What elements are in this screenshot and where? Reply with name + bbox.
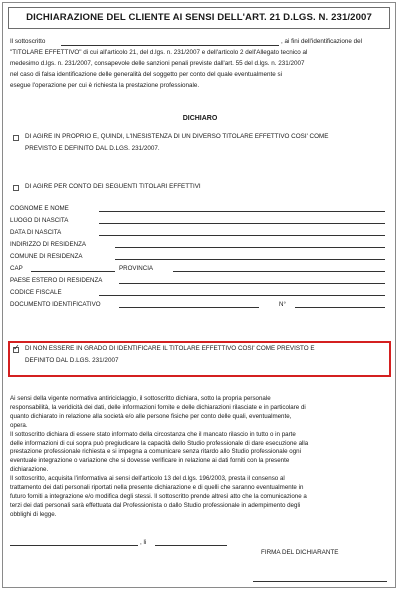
provincia-label: PROVINCIA bbox=[119, 265, 154, 272]
option-proprio-line-1: DI AGIRE IN PROPRIO E, QUINDI, L'INESISTENZA DI UN DIVERSO TITOLARE EFFETTIVO COSI' COME bbox=[25, 133, 329, 140]
date-field[interactable] bbox=[155, 545, 227, 546]
intro-line-1a: Il sottoscritto bbox=[10, 38, 46, 45]
data-label: DATA DI NASCITA bbox=[10, 229, 62, 236]
body-line-6: delle informazioni di cui sopra può pregiudicare la capacità dello Studio professionale di dare esecuzione alla bbox=[10, 439, 309, 447]
documento-field[interactable] bbox=[119, 307, 259, 308]
provincia-field[interactable] bbox=[173, 271, 385, 272]
body-line-4: opera. bbox=[10, 421, 28, 429]
intro-line-5: esegue l'operazione per cui è richiesta la prestazione professionale. bbox=[10, 82, 200, 89]
checkmark-icon: ✓ bbox=[13, 343, 20, 352]
body-line-3: quanto dichiarato in relazione alla società e/o alle persone fisiche per conto delle quali, eventualmente, bbox=[10, 412, 292, 420]
codice-label: CODICE FISCALE bbox=[10, 289, 62, 296]
intro-line-3: medesimo d.lgs. n. 231/2007, consapevole delle sanzioni penali previste dall'art. 55 del d.lgs. n. 231/2007 bbox=[10, 60, 305, 67]
luogo-field[interactable] bbox=[99, 223, 385, 224]
numero-field[interactable] bbox=[295, 307, 385, 308]
data-field[interactable] bbox=[99, 235, 385, 236]
cap-label: CAP bbox=[10, 265, 23, 272]
cap-field[interactable] bbox=[31, 271, 115, 272]
paese-label: PAESE ESTERO DI RESIDENZA bbox=[10, 277, 103, 284]
body-line-8: eventuale integrazione o variazione che si dovesse verificare in relazione ai dati forniti con la presente bbox=[10, 457, 290, 465]
codice-field[interactable] bbox=[99, 295, 385, 296]
body-line-13: terzi dei dati personali sarà effettuata dal Professionista o dallo Studio professionale in adempimento degli bbox=[10, 501, 301, 509]
luogo-label: LUOGO DI NASCITA bbox=[10, 217, 69, 224]
li-label: , li bbox=[140, 539, 147, 546]
signature-field[interactable] bbox=[253, 581, 387, 582]
numero-label: N° bbox=[279, 301, 286, 308]
comune-field[interactable] bbox=[115, 259, 385, 260]
option-non-identificabile-checkbox[interactable] bbox=[13, 343, 20, 353]
body-line-2: responsabilità, la veridicità dei dati, delle informazioni fornite e delle dichiarazioni rilasciate e in particolare di bbox=[10, 403, 306, 411]
body-line-5: Il sottoscritto dichiara di essere stato informato della circostanza che il mancato rilascio in tutto o in parte bbox=[10, 430, 296, 438]
body-line-14: obblighi di legge. bbox=[10, 510, 57, 518]
dichiaro-heading: DICHIARO bbox=[182, 115, 218, 122]
option-proprio-checkbox[interactable] bbox=[13, 135, 19, 141]
cognome-field[interactable] bbox=[99, 211, 385, 212]
option-per-conto-line-1: DI AGIRE PER CONTO DEI SEGUENTI TITOLARI EFFETTIVI bbox=[25, 183, 201, 190]
intro-line-2: "TITOLARE EFFETTIVO" di cui all'articolo 21, del d.lgs. n. 231/2007 e dell'articolo 2 dell'Allegato tecnico al bbox=[10, 49, 308, 56]
form-title: DICHIARAZIONE DEL CLIENTE AI SENSI DELL'ART. 21 D.LGS. N. 231/2007 bbox=[26, 12, 372, 23]
paese-field[interactable] bbox=[119, 283, 385, 284]
intro-line-4: nel caso di falsa identificazione delle generalità del soggetto per conto del quale eventualmente si bbox=[10, 71, 282, 78]
body-line-1: Ai sensi della vigente normativa antiriciclaggio, il sottoscritto dichiara, sotto la propria personale bbox=[10, 395, 271, 402]
option-per-conto-checkbox[interactable] bbox=[13, 185, 19, 191]
place-field[interactable] bbox=[10, 545, 138, 546]
title-box bbox=[8, 7, 390, 29]
declaration-form bbox=[2, 2, 396, 588]
firma-label: FIRMA DEL DICHIARANTE bbox=[261, 549, 339, 556]
option-non-identificabile-line-1: DI NON ESSERE IN GRADO DI IDENTIFICARE IL TITOLARE EFFETTIVO COSI' COME PREVISTO E bbox=[25, 345, 315, 352]
body-line-7: prestazione professionale richiesta e si impegna a comunicare senza ritardo allo Studio professionale ogni bbox=[10, 448, 301, 456]
option-non-identificabile-line-2: DEFINITO DAL D.LGS. 231/2007 bbox=[25, 357, 119, 364]
sottoscritto-name-line[interactable] bbox=[61, 45, 279, 46]
indirizzo-label: INDIRIZZO DI RESIDENZA bbox=[10, 241, 86, 248]
body-line-11: trattamento dei dati personali riportati nella presente dichiarazione e di quelli che saranno eventualmente in bbox=[10, 484, 304, 491]
documento-label: DOCUMENTO IDENTIFICATIVO bbox=[10, 301, 101, 308]
cognome-label: COGNOME E NOME bbox=[10, 205, 69, 212]
indirizzo-field[interactable] bbox=[115, 247, 385, 248]
comune-label: COMUNE DI RESIDENZA bbox=[10, 253, 83, 260]
body-line-9: dichiarazione. bbox=[10, 466, 49, 474]
option-proprio-line-2: PREVISTO E DEFINITO DAL D.LGS. 231/2007. bbox=[25, 145, 160, 152]
body-line-10: Il sottoscritto, acquisita l'informativa ai sensi dell'articolo 13 del d.lgs. 196/2003, presta il consenso al bbox=[10, 475, 285, 483]
intro-line-1b: , ai fini dell'identificazione del bbox=[281, 38, 363, 45]
body-line-12: futuro forniti a integrazione e/o modifica degli stessi. Il sottoscritto prende altresì atto che la comunicazione a bbox=[10, 492, 307, 500]
